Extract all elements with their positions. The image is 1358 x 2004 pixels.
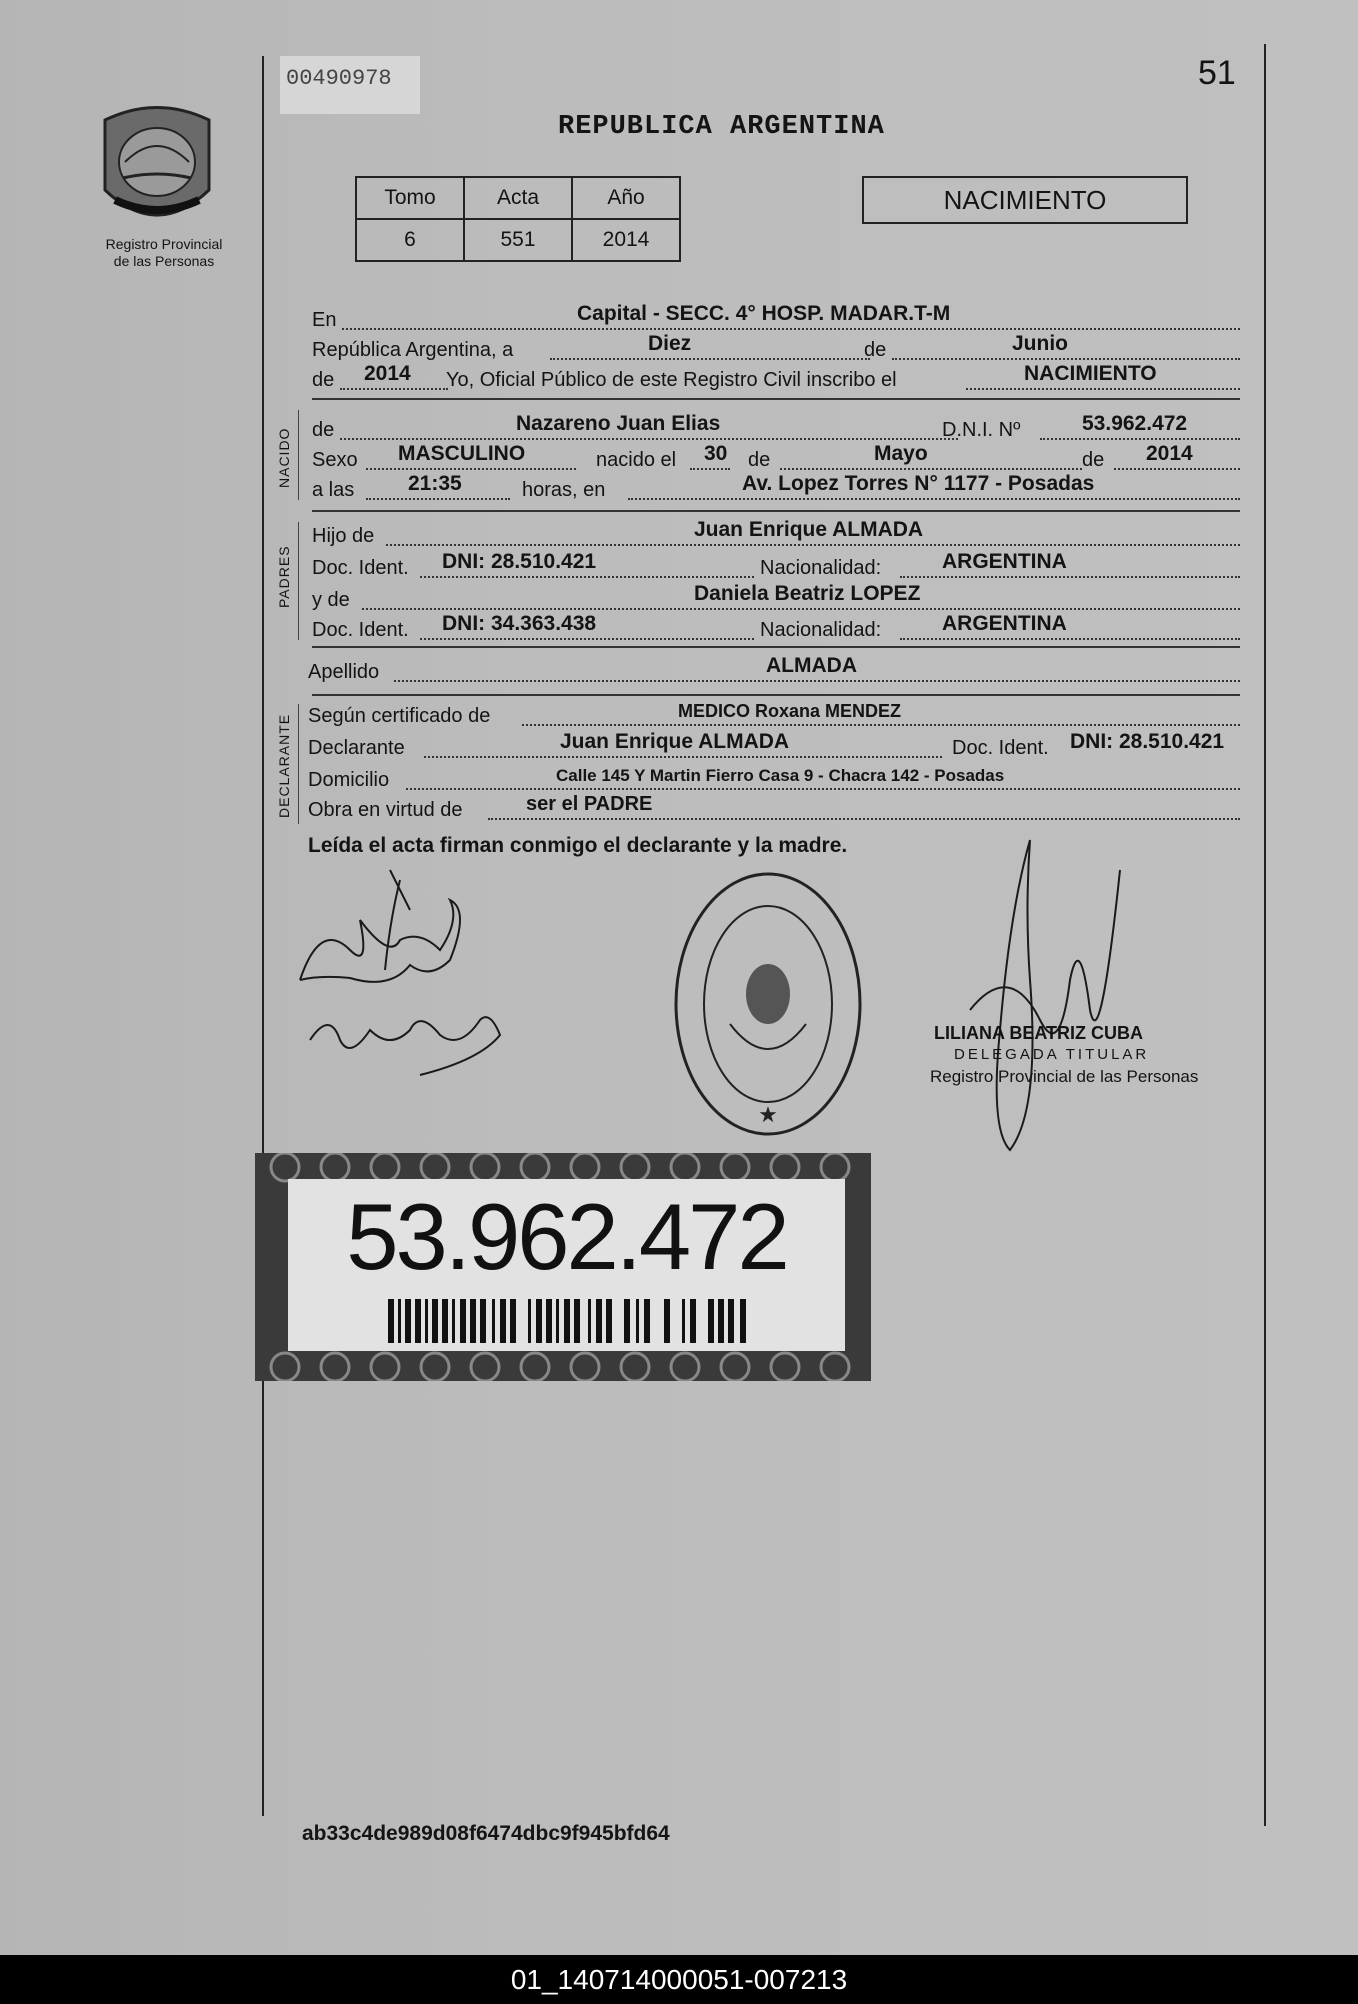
de2-label: de: [312, 369, 335, 391]
document-title: REPUBLICA ARGENTINA: [558, 112, 885, 142]
tomo-header: Tomo: [356, 177, 464, 219]
birth-place: Av. Lopez Torres N° 1177 - Posadas: [742, 472, 1095, 495]
acta-value: 551: [464, 219, 572, 261]
row-nacido-time: [312, 474, 1240, 504]
official-org: Registro Provincial de las Personas: [930, 1067, 1199, 1086]
mother-name: Daniela Beatriz LOPEZ: [694, 582, 921, 605]
row-apellido: [308, 654, 1240, 686]
footer-filename-bar: 01_140714000051-007213: [0, 1955, 1358, 2004]
oficial-text: Yo, Oficial Público de este Registro Civil inscribo el: [446, 369, 897, 391]
row-certificado: [308, 700, 1240, 730]
divider: [312, 646, 1240, 648]
inscribe-value: NACIMIENTO: [1024, 362, 1157, 385]
divider: [312, 510, 1240, 512]
row-mother: [312, 584, 1240, 614]
divider: [312, 398, 1240, 400]
sex-value: MASCULINO: [398, 442, 526, 465]
anio-header: Año: [572, 177, 680, 219]
left-margin-line: [262, 56, 264, 1816]
dni-label-sticker: [255, 1153, 871, 1381]
declarante-doc: DNI: 28.510.421: [1070, 730, 1225, 753]
birth-day: 30: [704, 442, 728, 465]
row-date: [312, 334, 1240, 364]
serial-number: 00490978: [280, 56, 420, 114]
nacido-section-label: NACIDO: [276, 427, 292, 488]
registry-label-line2: de las Personas: [113, 253, 215, 269]
anio-value: 2014: [572, 219, 680, 261]
de-label-2: de: [748, 449, 771, 471]
dni-label: D.N.I. Nº: [942, 419, 1021, 441]
yde-label: y de: [312, 589, 350, 611]
apellido-value: ALMADA: [766, 654, 857, 677]
child-dni: 53.962.472: [1082, 412, 1188, 435]
acta-header: Acta: [464, 177, 572, 219]
misiones-seal-icon: [95, 100, 219, 230]
row-father: [312, 520, 1240, 550]
sexo-label: Sexo: [312, 449, 358, 471]
declarante-label: Declarante: [308, 737, 405, 759]
page-number: 51: [1198, 54, 1236, 92]
horas-label: horas, en: [522, 479, 606, 501]
row-inscribe: [312, 364, 1240, 394]
row-declarante: [308, 730, 1240, 762]
mother-doc: DNI: 34.363.438: [442, 612, 597, 635]
certificado-value: MEDICO Roxana MENDEZ: [678, 701, 902, 721]
de-label: de: [864, 339, 887, 361]
declarante-name: Juan Enrique ALMADA: [560, 730, 790, 753]
alas-label: a las: [312, 479, 355, 501]
row-nacido-birth: [312, 444, 1240, 474]
place-value: Capital - SECC. 4° HOSP. MADAR.T-M: [577, 302, 951, 325]
act-type-box: NACIMIENTO: [862, 176, 1188, 224]
row-father-doc: [312, 552, 1240, 582]
svg-text:★: ★: [758, 1102, 778, 1127]
mother-nationality: ARGENTINA: [942, 612, 1067, 635]
doc-label: Doc. Ident.: [312, 557, 409, 579]
document-hash: ab33c4de989d08f6474dbc9f945bfd64: [302, 1822, 670, 1845]
reference-table: [355, 176, 681, 262]
official-block: [930, 1022, 1199, 1088]
certificado-label: Según certificado de: [308, 705, 491, 727]
hijo-label: Hijo de: [312, 525, 375, 547]
obra-label: Obra en virtud de: [308, 799, 463, 821]
right-margin-line: [1264, 44, 1266, 1826]
official-role: DELEGADA TITULAR: [954, 1046, 1150, 1063]
day-value: Diez: [648, 332, 692, 355]
birth-year: 2014: [1146, 442, 1193, 465]
registry-label: [92, 236, 236, 270]
nacionalidad-label: Nacionalidad:: [760, 557, 882, 579]
nacido-de-label: de: [312, 419, 335, 441]
year-value: 2014: [364, 362, 411, 385]
barcode-icon: [388, 1299, 748, 1343]
father-doc: DNI: 28.510.421: [442, 550, 597, 573]
obra-value: ser el PADRE: [526, 793, 653, 815]
republica-label: República Argentina, a: [312, 339, 514, 361]
birth-month: Mayo: [874, 442, 928, 465]
nacionalidad-label-2: Nacionalidad:: [760, 619, 882, 641]
declarante-doc-label: Doc. Ident.: [952, 737, 1049, 759]
father-nationality: ARGENTINA: [942, 550, 1067, 573]
en-label: En: [312, 309, 337, 331]
row-mother-doc: [312, 614, 1240, 644]
registry-label-line1: Registro Provincial: [105, 236, 223, 252]
declarante-section-label: DECLARANTE: [276, 713, 292, 818]
official-name: LILIANA BEATRIZ CUBA: [934, 1023, 1143, 1043]
child-name: Nazareno Juan Elias: [516, 412, 721, 435]
dni-number: 53.962.472: [346, 1184, 787, 1289]
official-signature: [950, 830, 1150, 1170]
de-label-3: de: [1082, 449, 1105, 471]
month-value: Junio: [1012, 332, 1068, 355]
birth-time: 21:35: [408, 472, 462, 495]
stamp-ring-text: [688, 870, 848, 882]
nacido-el-label: nacido el: [596, 449, 677, 471]
dni-label-inner: [288, 1179, 845, 1351]
apellido-label: Apellido: [308, 661, 380, 683]
father-name: Juan Enrique ALMADA: [694, 518, 924, 541]
row-nacido-name: [312, 414, 1240, 444]
divider: [312, 694, 1240, 696]
domicilio-label: Domicilio: [308, 769, 390, 791]
official-stamp: [668, 864, 868, 1144]
doc-label-2: Doc. Ident.: [312, 619, 409, 641]
row-place: [312, 304, 1240, 334]
domicilio-value: Calle 145 Y Martin Fierro Casa 9 - Chacra 142 - Posadas: [556, 766, 1005, 785]
padres-section-label: PADRES: [276, 545, 292, 608]
row-domicilio: [308, 764, 1240, 794]
declarant-signature: [290, 860, 540, 1090]
closing-statement: Leída el acta firman conmigo el declarante y la madre.: [308, 834, 848, 857]
tomo-value: 6: [356, 219, 464, 261]
row-obra: [308, 793, 1240, 824]
